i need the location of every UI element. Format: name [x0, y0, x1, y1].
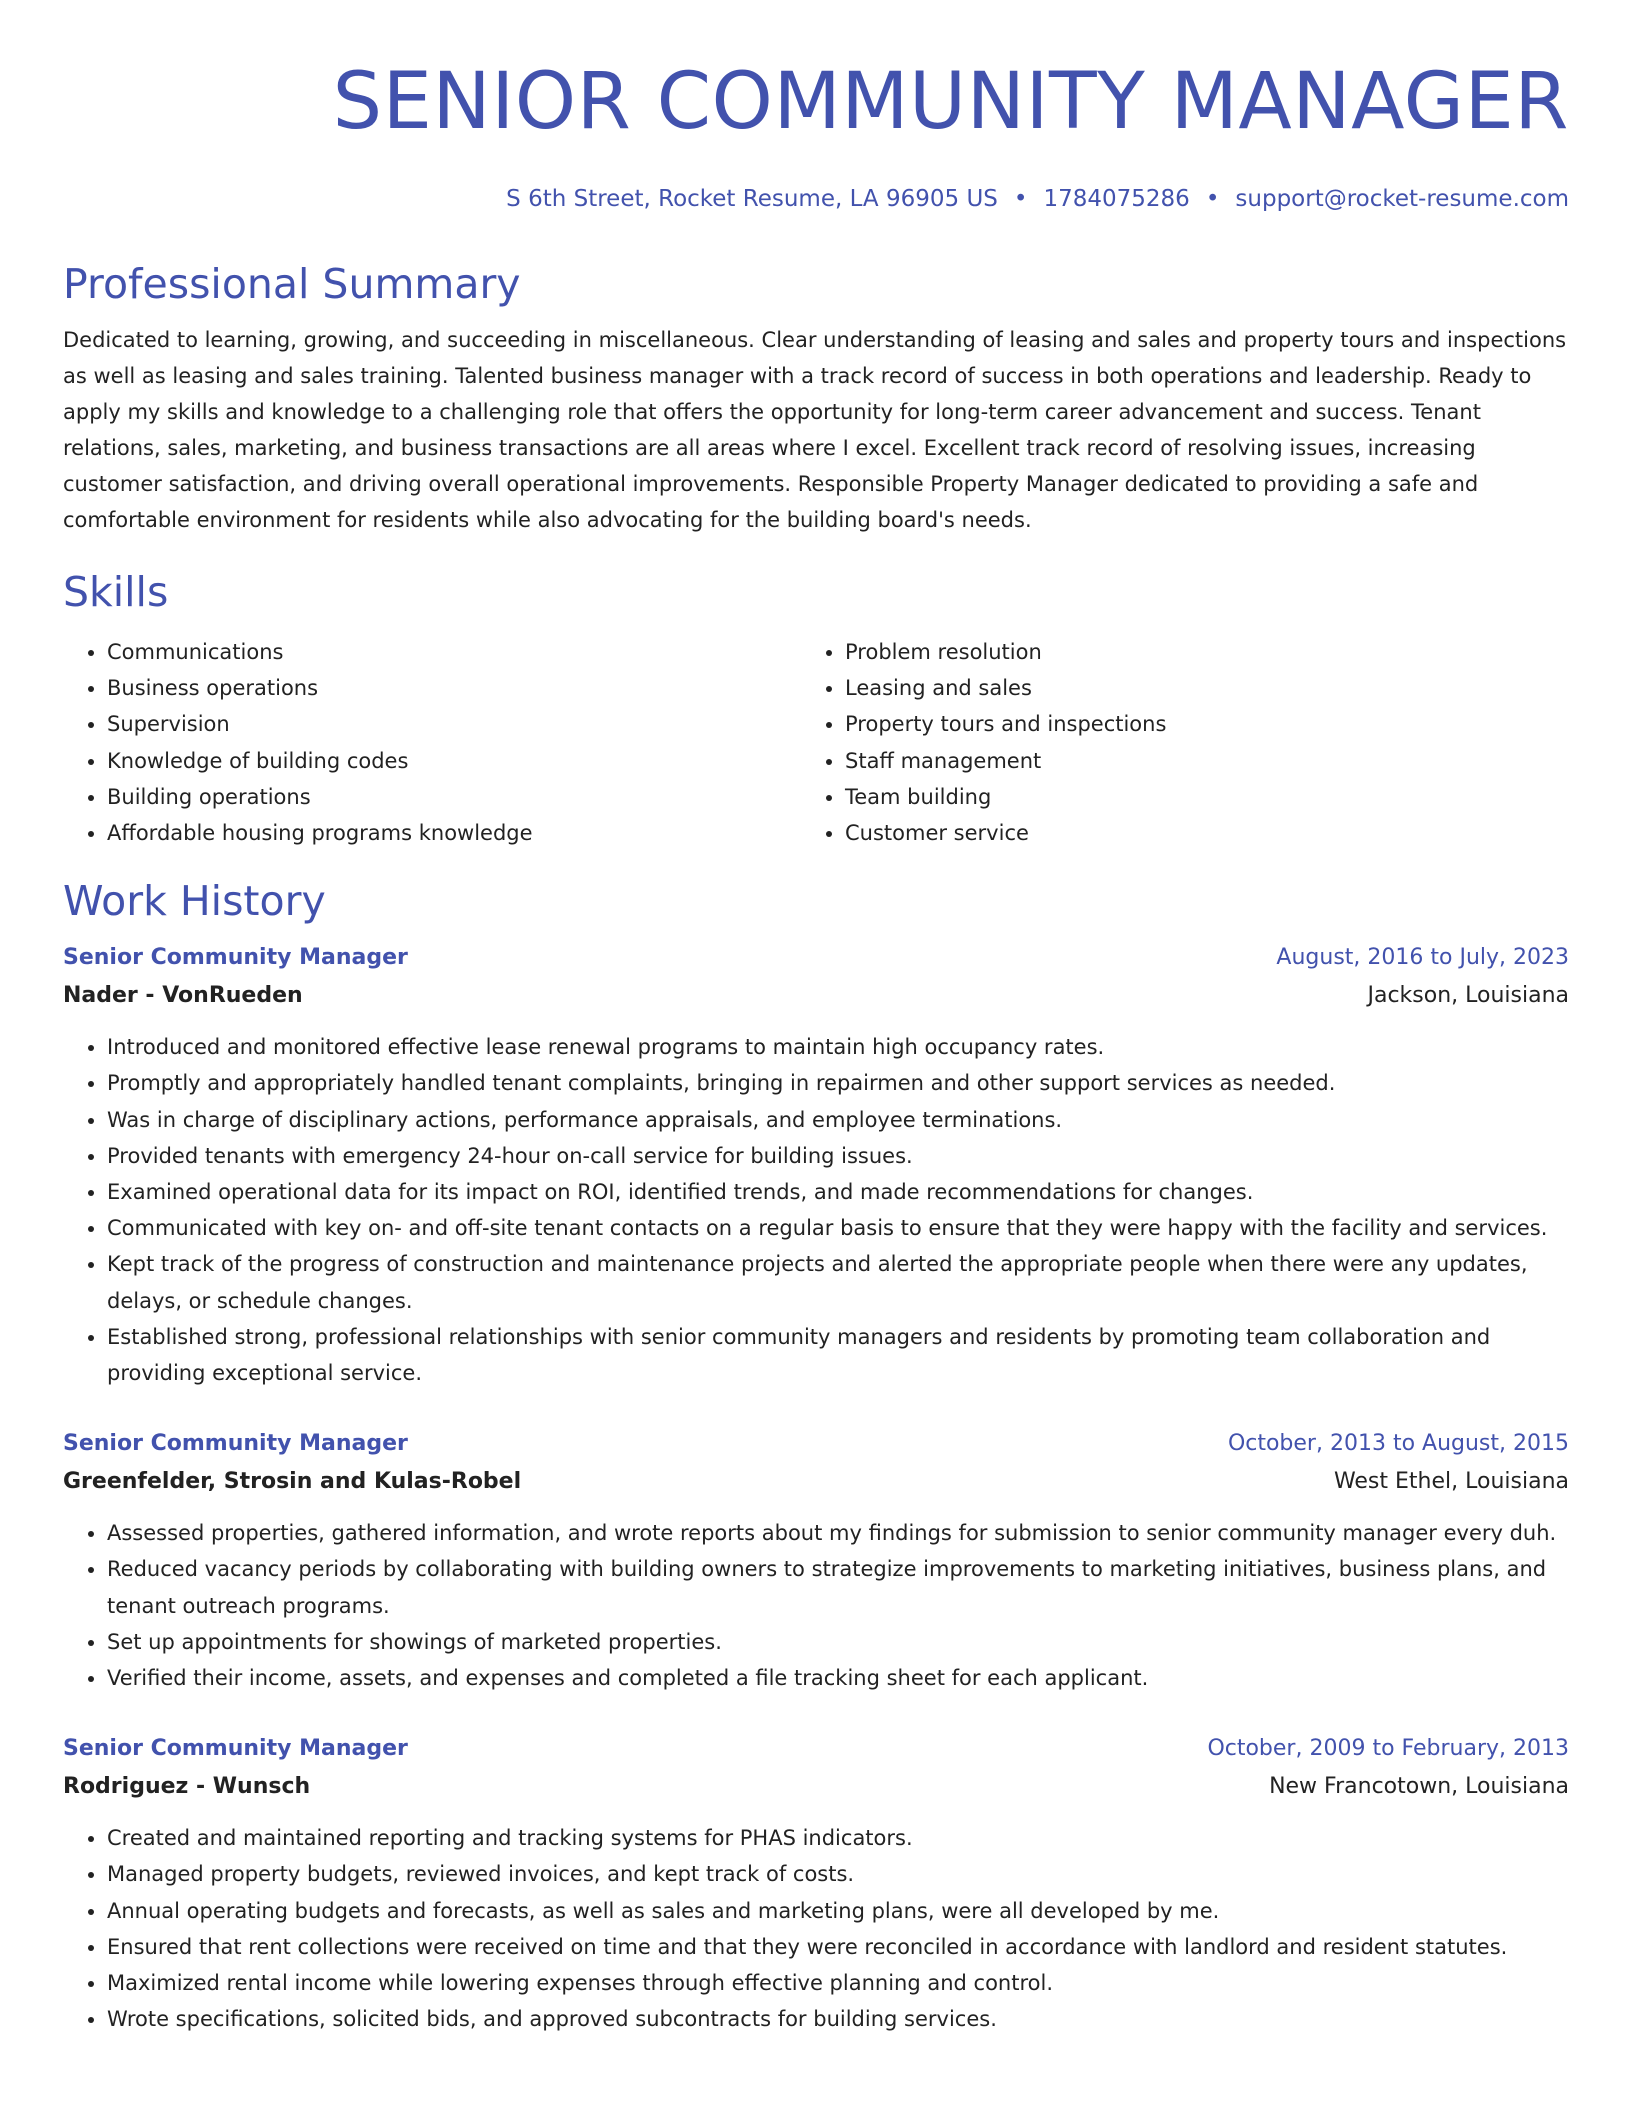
job-bullet: • Established strong, professional relationships with senior community managers and residents by promoting team collaboration and providing exceptional service.	[107, 1319, 1569, 1391]
skill-item: • Communications	[107, 634, 801, 670]
job-header	[63, 1425, 1569, 1463]
skill-item: • Customer service	[845, 815, 1539, 851]
job-bullet: • Provided tenants with emergency 24-hour on-call service for building issues.	[107, 1138, 1569, 1174]
job-bullet: • Kept track of the progress of construction and maintenance projects and alerted the appropriate people when there were any updates, delays, or schedule changes.	[107, 1246, 1569, 1318]
job-bullet: • Reduced vacancy periods by collaborating with building owners to strategize improvements to marketing initiatives, business plans, and tenant outreach programs.	[107, 1551, 1569, 1623]
job-dates: August, 2016 to July, 2023	[1276, 945, 1569, 971]
contact-line	[63, 184, 1569, 214]
job-bullet: • Ensured that rent collections were received on time and that they were reconciled in accordance with landlord and resident statutes.	[107, 1929, 1569, 1965]
contact-separator: •	[1013, 186, 1028, 212]
job-bullets	[63, 1515, 1569, 1696]
skill-item: • Business operations	[107, 670, 801, 706]
job-bullet: • Managed property budgets, reviewed invoices, and kept track of costs.	[107, 1856, 1569, 1892]
skills-column-right	[801, 634, 1539, 851]
work-history-heading: Work History	[63, 877, 326, 926]
job-bullet: • Communicated with key on- and off-site tenant contacts on a regular basis to ensure that they were happy with the facility and services.	[107, 1210, 1569, 1246]
job-bullet: • Wrote specifications, solicited bids, and approved subcontracts for building services.	[107, 2001, 1569, 2037]
skill-item: • Building operations	[107, 779, 801, 815]
job-subheader	[63, 1463, 1569, 1501]
job-company: Greenfelder, Strosin and Kulas-Robel	[63, 1469, 522, 1495]
job-company: Nader - VonRueden	[63, 983, 303, 1009]
job-bullet: • Set up appointments for showings of marketed properties.	[107, 1624, 1569, 1660]
skill-item: • Property tours and inspections	[845, 706, 1539, 742]
summary-text: Dedicated to learning, growing, and succeeding in miscellaneous. Clear understanding of leasing and sales and property tours and inspections as well as leasing and sales training. Talented business manager with a track record of success in both operations and leadership. Ready to apply my skills and knowledge to a challenging role that offers the opportunity for long-term career advancement and success. Tenant relations, sales, marketing, and business transactions are all areas where I excel. Excellent track record of resolving issues, increasing customer satisfaction, and driving overall operational improvements. Responsible Property Manager dedicated to providing a safe and comfortable environment for residents while also advocating for the building board's needs.	[63, 328, 1567, 532]
job-header	[63, 1730, 1569, 1768]
job-bullet: • Introduced and monitored effective lease renewal programs to maintain high occupancy rates.	[107, 1029, 1569, 1065]
job-entry	[63, 1730, 1569, 2037]
skill-item: • Affordable housing programs knowledge	[107, 815, 801, 851]
contact-address: S 6th Street, Rocket Resume, LA 96905 US	[506, 186, 998, 212]
contact-separator: •	[1205, 186, 1220, 212]
job-bullet: • Promptly and appropriately handled tenant complaints, bringing in repairmen and other support services as needed.	[107, 1065, 1569, 1101]
skill-item: • Problem resolution	[845, 634, 1539, 670]
skill-item: • Leasing and sales	[845, 670, 1539, 706]
job-title: Senior Community Manager	[63, 945, 408, 971]
job-bullet: • Was in charge of disciplinary actions, performance appraisals, and employee terminations.	[107, 1102, 1569, 1138]
job-dates: October, 2013 to August, 2015	[1227, 1431, 1569, 1457]
contact-email: support@rocket-resume.com	[1235, 186, 1569, 212]
job-bullet: • Maximized rental income while lowering expenses through effective planning and control.	[107, 1965, 1569, 2001]
job-entry	[63, 939, 1569, 1391]
job-bullet: • Created and maintained reporting and tracking systems for PHAS indicators.	[107, 1820, 1569, 1856]
job-bullet: • Assessed properties, gathered information, and wrote reports about my findings for submission to senior community manager every duh.	[107, 1515, 1569, 1551]
job-bullet: • Annual operating budgets and forecasts, as well as sales and marketing plans, were all developed by me.	[107, 1893, 1569, 1929]
resume-name: SENIOR COMMUNITY MANAGER	[332, 57, 1569, 147]
job-company: Rodriguez - Wunsch	[63, 1774, 311, 1800]
contact-phone: 1784075286	[1043, 186, 1190, 212]
job-bullet: • Verified their income, assets, and expenses and completed a file tracking sheet for each applicant.	[107, 1660, 1569, 1696]
job-bullets	[63, 1029, 1569, 1391]
skill-item: • Supervision	[107, 706, 801, 742]
job-bullet: • Examined operational data for its impact on ROI, identified trends, and made recommendations for changes.	[107, 1174, 1569, 1210]
skills-list	[63, 634, 1569, 851]
job-location: West Ethel, Louisiana	[1333, 1469, 1569, 1495]
skills-heading: Skills	[63, 568, 169, 616]
job-header	[63, 939, 1569, 977]
skill-item: • Knowledge of building codes	[107, 743, 801, 779]
summary-heading: Professional Summary	[63, 260, 521, 308]
job-dates: October, 2009 to February, 2013	[1207, 1736, 1569, 1762]
skill-item: • Team building	[845, 779, 1539, 815]
skills-column-left	[63, 634, 801, 851]
job-title: Senior Community Manager	[63, 1736, 408, 1762]
job-subheader	[63, 1768, 1569, 1806]
skill-item: • Staff management	[845, 743, 1539, 779]
job-subheader	[63, 977, 1569, 1015]
job-location: New Francotown, Louisiana	[1269, 1774, 1569, 1800]
job-bullets	[63, 1820, 1569, 2037]
job-title: Senior Community Manager	[63, 1431, 408, 1457]
job-location: Jackson, Louisiana	[1367, 983, 1569, 1009]
job-entry	[63, 1425, 1569, 1696]
